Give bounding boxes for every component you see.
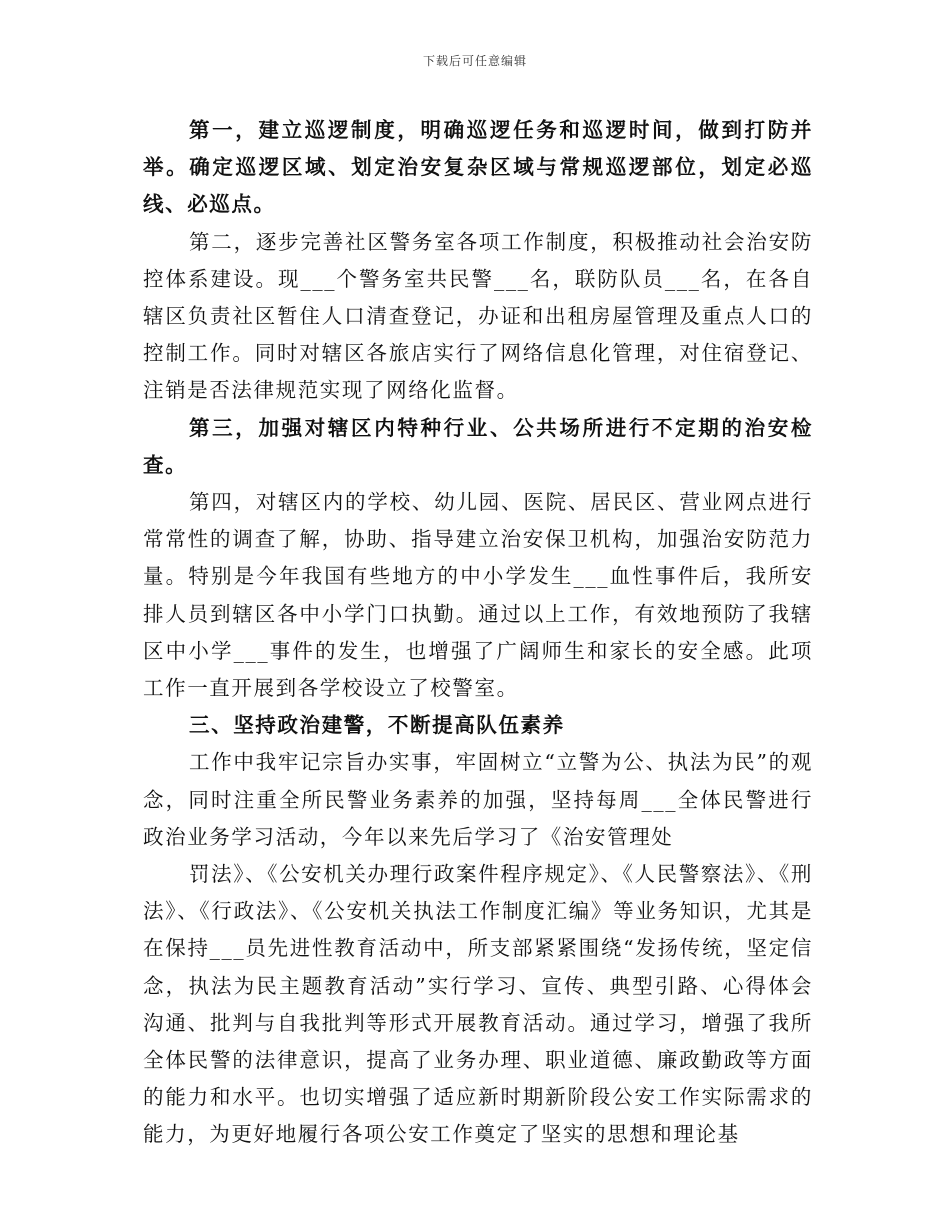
section-heading-political-building: 三、坚持政治建警，不断提高队伍素养 [189, 713, 565, 738]
paragraph-community-police: 第二，逐步完善社区警务室各项工作制度，积极推动社会治安防控体系建设。现___个警务室共民警___名，联防队员___名，在各自辖区负责社区暂住人口清查登记，办证和出租房屋管理及重点人口的控制工作。同时对辖区各旅店实行了网络信息化管理，对住宿登记、注销是否法律规范实现了网络化监督。 [143, 229, 813, 403]
paragraph-patrol-system: 第一，建立巡逻制度，明确巡逻任务和巡逻时间，做到打防并举。确定巡逻区域、划定治安复杂区域与常规巡逻部位，划定必巡线、必巡点。 [143, 118, 813, 217]
page-header: 下载后可任意编辑 [422, 54, 527, 68]
document-body [143, 112, 813, 1154]
paragraph-security-inspection: 第三，加强对辖区内特种行业、公共场所进行不定期的治安检查。 [143, 415, 813, 477]
paragraph-school-safety: 第四，对辖区内的学校、幼儿园、医院、居民区、营业网点进行常常性的调查了解，协助、指导建立治安保卫机构，加强治安防范力量。特别是今年我国有些地方的中小学发生___血性事件后，我所安排人员到辖区各中小学门口执勤。通过以上工作，有效地预防了我辖区中小学___事件的发生，也增强了广阔师生和家长的安全感。此项工作一直开展到各学校设立了校警室。 [143, 490, 813, 701]
paragraph-legal-study: 罚法》、《公安机关办理行政案件程序规定》、《人民警察法》、《刑法》、《行政法》、《公安机关执法工作制度汇编》等业务知识，尤其是在保持___员先进性教育活动中，所支部紧紧围绕“发扬传统，坚定信念，执法为民主题教育活动”实行学习、宣传、典型引路、心得体会沟通、批判与自我批判等形式开展教育活动。通过学习，增强了我所全体民警的法律意识，提高了业务办理、职业道德、廉政勤政等方面的能力和水平。也切实增强了适应新时期新阶段公安工作实际需求的能力，为更好地履行各项公安工作奠定了坚实的思想和理论基 [143, 862, 813, 1147]
paragraph-study-activities: 工作中我牢记宗旨办实事，牢固树立“立警为公、执法为民”的观念，同时注重全所民警业务素养的加强，坚持每周___全体民警进行政治业务学习活动，今年以来先后学习了《治安管理处 [143, 750, 813, 849]
